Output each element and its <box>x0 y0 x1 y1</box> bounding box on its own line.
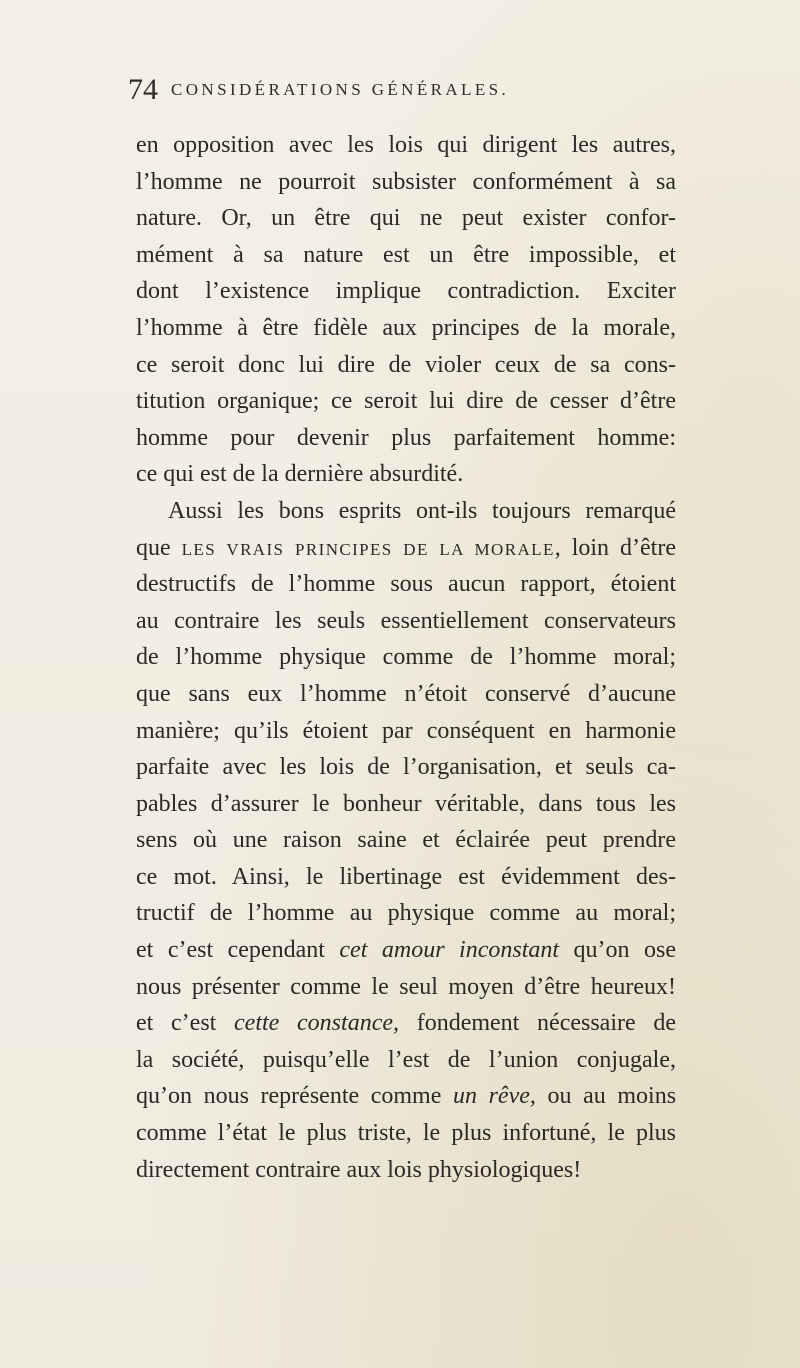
text-line: de l’homme physique comme de l’homme moral; <box>136 644 676 671</box>
text-line: directement contraire aux lois physiologiques! <box>136 1156 582 1183</box>
text-line: titution organique; ce seroit lui dire de cesser d’être <box>136 388 676 415</box>
text-line: destructifs de l’homme sous aucun rapport, étoient <box>136 571 676 598</box>
text-line: en opposition avec les lois qui dirigent les autres, <box>136 132 676 158</box>
text-line: homme pour devenir plus parfaitement homme: <box>136 424 676 451</box>
small-caps-phrase: LES VRAIS PRINCIPES DE LA MORALE <box>181 539 555 559</box>
text-line: qu’on nous représente comme un rêve, ou au moins <box>136 1083 677 1110</box>
text-line: ce mot. Ainsi, le libertinage est évidemment des- <box>136 863 676 890</box>
page-number: 74 <box>128 73 158 106</box>
italic-phrase: cette constance, <box>234 1010 399 1037</box>
text-line: parfaite avec les lois de l’organisation, et seuls ca- <box>136 754 676 781</box>
text-line: que LES VRAIS PRINCIPES DE LA MORALE, loin d’être <box>136 534 676 561</box>
text-line: ce qui est de la dernière absurdité. <box>136 461 464 488</box>
body-text <box>136 127 676 1188</box>
text-line: nous présenter comme le seul moyen d’être heureux! <box>136 973 676 1000</box>
text-line: et c’est cependant cet amour inconstant qu’on ose <box>136 937 677 964</box>
text-line: que sans eux l’homme n’étoit conservé d’aucune <box>136 680 676 707</box>
running-head: CONSIDÉRATIONS GÉNÉRALES. <box>171 80 510 99</box>
text-line: dont l’existence implique contradiction. Exciter <box>136 278 676 305</box>
text-line: au contraire les seuls essentiellement conservateurs <box>136 607 676 634</box>
text-line: sens où une raison saine et éclairée peut prendre <box>136 827 676 854</box>
text-line: l’homme ne pourroit subsister conformément à sa <box>136 168 676 195</box>
text-line: comme l’état le plus triste, le plus infortuné, le plus <box>136 1120 676 1147</box>
text-line: la société, puisqu’elle l’est de l’union conjugale, <box>136 1046 676 1073</box>
italic-phrase: cet amour inconstant <box>339 937 560 964</box>
text-line: l’homme à être fidèle aux principes de la morale, <box>136 314 676 341</box>
text-line: mément à sa nature est un être impossible, et <box>136 241 676 268</box>
text-line: Aussi les bons esprits ont-ils toujours remarqué <box>168 497 676 524</box>
text-line: nature. Or, un être qui ne peut exister confor- <box>136 205 676 232</box>
text-line: manière; qu’ils étoient par conséquent en harmonie <box>136 717 676 744</box>
page-header <box>128 72 688 112</box>
text-line: tructif de l’homme au physique comme au moral; <box>136 900 676 927</box>
text-line: et c’est cette constance, fondement nécessaire de <box>136 1010 676 1037</box>
text-line: pables d’assurer le bonheur véritable, dans tous les <box>136 790 676 817</box>
italic-phrase: un rêve, <box>452 1083 536 1110</box>
text-line: ce seroit donc lui dire de violer ceux de sa cons- <box>136 351 676 378</box>
